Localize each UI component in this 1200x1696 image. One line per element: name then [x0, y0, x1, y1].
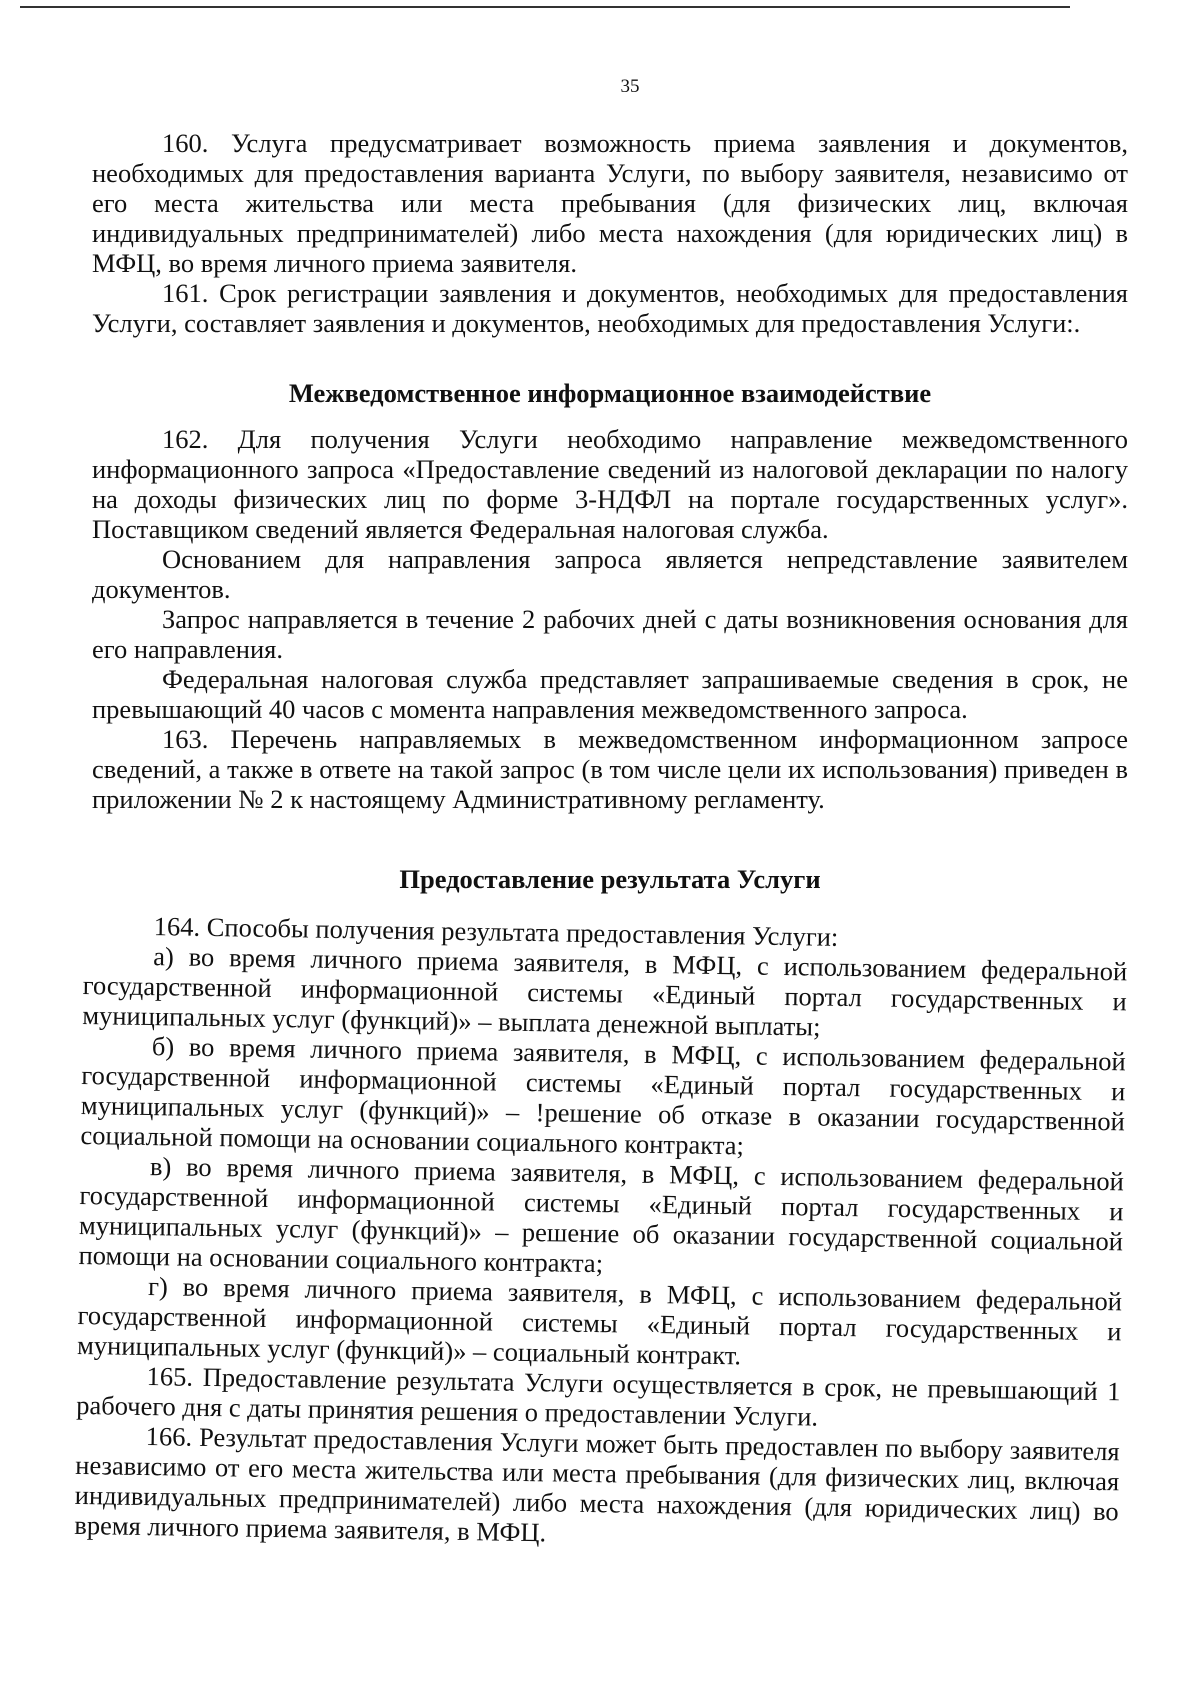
top-border-line: [20, 6, 1070, 8]
document-page: [74, 76, 1128, 1548]
paragraph-164: 164. Способы получения результата предоставления Услуги:: [153, 911, 839, 952]
result-section-body: [74, 910, 1128, 1556]
paragraph-162-basis: Основанием для направления запроса является непредставление заявителем документов.: [92, 544, 1128, 604]
list-item-a: а) во время личного приема заявителя, в МФЦ, с использованием федеральной государственной информационной системы «Единый портал государственных и муниципальных услуг (функций)» – выплата денежной выплаты;: [82, 941, 1128, 1042]
paragraph-162: 162. Для получения Услуги необходимо направление межведомственного информационного запроса «Предоставление сведений из налоговой декларации по налогу на доходы физических лиц по форме 3-НДФЛ на портале государственных услуг». Поставщиком сведений является Федеральная налоговая служба.: [92, 424, 1128, 544]
paragraph-162-fns: Федеральная налоговая служба представляет запрашиваемые сведения в срок, не превышающий 40 часов с момента направления межведомственного запроса.: [92, 664, 1128, 724]
paragraph-161: 161. Срок регистрации заявления и документов, необходимых для предоставления Услуги, составляет заявления и документов, необходимых для предоставления Услуги:.: [92, 278, 1128, 338]
paragraph-165: 165. Предоставление результата Услуги осуществляется в срок, не превышающий 1 рабочего дня с даты принятия решения о предоставлении Услуги.: [75, 1361, 1121, 1432]
section-heading-result: Предоставление результата Услуги: [399, 864, 821, 894]
list-item-b: б) во время личного приема заявителя, в МФЦ, с использованием федеральной государственной информационной системы «Единый портал государственных и муниципальных услуг (функций)» – !решение об отказе в оказании государственной социальной помощи на основании социального контракта;: [80, 1031, 1126, 1161]
list-item-v: в) во время личного приема заявителя, в МФЦ, с использованием федеральной государственной информационной системы «Единый портал государственных и муниципальных услуг (функций)» – решение об оказании государственной социальной помощи на основании социального контракта;: [78, 1151, 1125, 1279]
paragraph-160: 160. Услуга предусматривает возможность приема заявления и документов, необходимых для предоставления варианта Услуги, по выбору заявителя, независимо от его места жительства или места пребывания (для физических лиц, включая индивидуальных предпринимателей) либо места нахождения (для юридических лиц) в МФЦ, во время личного приема заявителя.: [92, 128, 1128, 278]
page-number: 35: [620, 76, 640, 97]
list-item-g: г) во время личного приема заявителя, в МФЦ, с использованием федеральной государственной информационной системы «Единый портал государственных и муниципальных услуг (функций)» – социальный контракт.: [76, 1271, 1123, 1371]
section-heading-interagency: Межведомственное информационное взаимодействие: [288, 378, 932, 408]
paragraph-163: 163. Перечень направляемых в межведомственном информационном запросе сведений, а также в ответе на такой запрос (в том числе цели их использования) приведен в приложении № 2 к настоящему Административному регламенту.: [92, 724, 1128, 814]
paragraph-162-term: Запрос направляется в течение 2 рабочих дней с даты возникновения основания для его направления.: [92, 604, 1128, 664]
paragraph-166: 166. Результат предоставления Услуги может быть предоставлен по выбору заявителя независимо от его места жительства или места пребывания (для физических лиц, включая индивидуальных предпринимателей) либо места нахождения (для юридических лиц) во время личного приема заявителя, в МФЦ.: [74, 1421, 1120, 1548]
